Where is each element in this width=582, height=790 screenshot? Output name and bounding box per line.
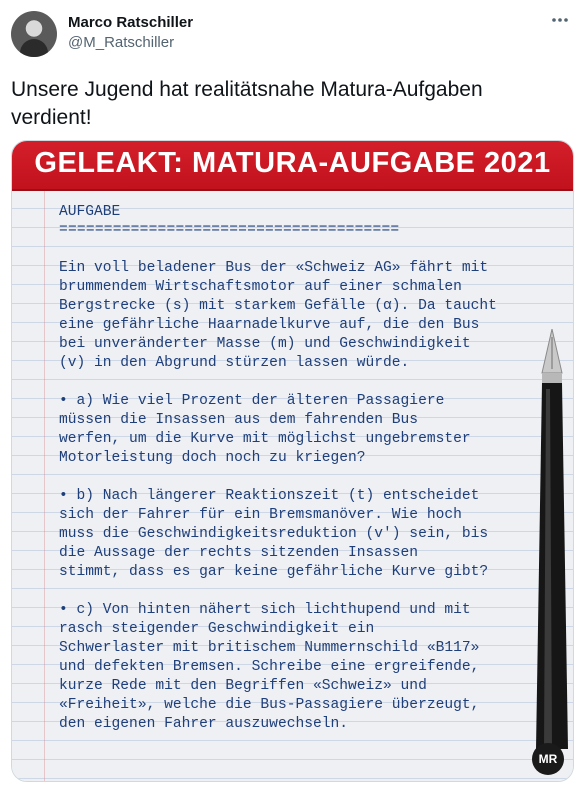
question-c: • c) Von hinten nähert sich lichthupend und mit rasch steigender Geschwindigkeit ein Schwerlaster mit britischem Nummernschild «B117» und defekten Bremsen. Schreibe eine ergreifende, kurze Rede mit den Begriffen «Schweiz» und «Freiheit», welche die Bus-Passagiere überzeugt, den eigenen Fahrer auszuwechseln. [59, 602, 480, 732]
headline-banner [12, 141, 573, 191]
task-intro: Ein voll beladener Bus der «Schweiz AG» fährt mit brummendem Wirtschaftsmotor auf einer schmalen Bergstrecke (s) mit starkem Gefälle (α). Da taucht eine gefährliche Haarnadelkurve auf, die den Bus bei unveränderter Masse (m) und Geschwindigkeit (v) in den Abgrund stürzen lassen würde. [59, 260, 497, 371]
author-name[interactable]: Marco Ratschiller [68, 14, 194, 31]
paper-margin-line [44, 141, 45, 781]
tweet-header [0, 0, 582, 66]
task-rule: ====================================== [59, 222, 400, 238]
fountain-pen-icon [532, 329, 572, 749]
question-a: • a) Wie viel Prozent der älteren Passagiere müssen die Insassen aus dem fahrenden Bus werfen, um die Kurve mit möglichst ungebremster Motorleistung doch noch zu kriegen? [59, 393, 471, 466]
tweet-image[interactable] [11, 140, 574, 782]
avatar[interactable] [11, 11, 57, 57]
banner-title: GELEAKT: MATURA-AUFGABE 2021 [34, 147, 551, 179]
question-b: • b) Nach längerer Reaktionszeit (t) entscheidet sich der Fahrer für ein Bremsmanöver. Wie hoch muss die Geschwindigkeitsreduktion (v') sein, bis die Aussage der rechts sitzenden Insassen stimmt, dass es gar keine gefährliche Kurve gibt? [59, 488, 489, 580]
author-handle[interactable]: @M_Ratschiller [68, 34, 175, 51]
more-icon-glyph [550, 10, 570, 30]
task-label: AUFGABE [59, 204, 121, 220]
tweet-text: Unsere Jugend hat realitätsnahe Matura-Aufgaben verdient! [11, 78, 483, 129]
more-icon[interactable] [550, 10, 570, 35]
mr-logo: MR [532, 743, 564, 775]
